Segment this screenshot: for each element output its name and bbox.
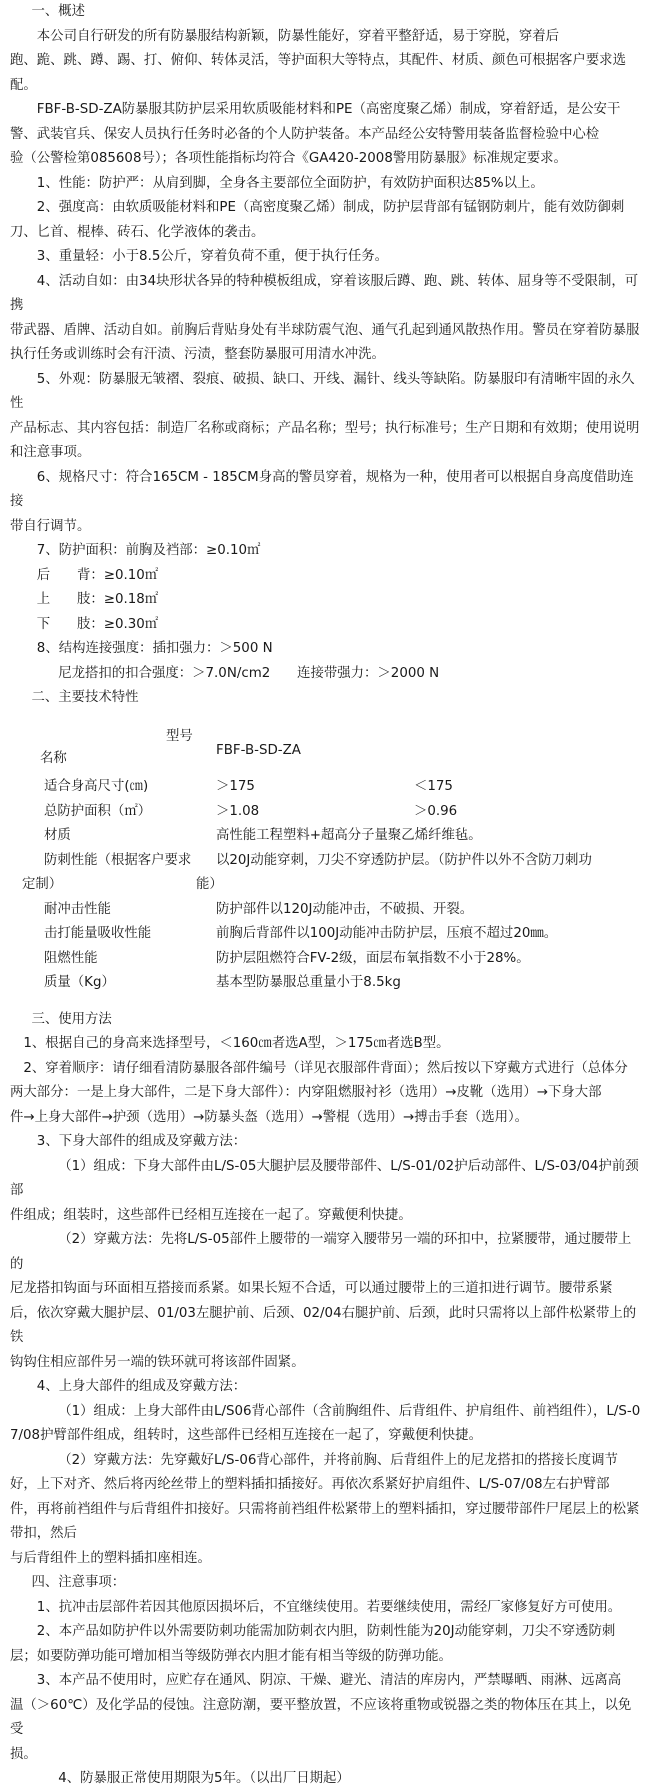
row-name: 耐冲击性能 [44, 901, 111, 917]
notes-n2-line1: 2、本产品如防护件以外需要防刺功能需加防刺衣内胆，防刺性能为20J动能穿刺，刀尖不穿透防刺 [36, 1624, 616, 1639]
overview-item4-line2: 带武器、盾牌、活动自如。前胸后背贴身处有半球防震气泡、通气孔起到通风散热作用。警员在穿着防暴服 [10, 322, 640, 338]
notes-n1: 1、抗冲击层部件若因其他原因损坏后，不宜继续使用。若要继续使用，需经厂家修复好方可使用。 [36, 1599, 622, 1615]
row-value-b: ＜175 [414, 779, 453, 794]
overview-item2-line1: 2、强度高：由软质吸能材料和PE（高密度聚乙烯）制成，防护层背部有锰钢防刺片，能有效防御刺 [36, 200, 625, 215]
table-header-row1 [10, 725, 644, 750]
notes-n3-line1: 3、本产品不使用时，应贮存在通风、阴凉、干燥、避光、清洁的库房内，严禁曝晒、雨淋、远离高 [36, 1673, 622, 1688]
overview-item8: 8、结构连接强度：插扣强力：＞500 N [36, 641, 273, 656]
table-row [10, 800, 644, 825]
overview-para1-line1: 本公司自行研发的所有防暴服结构新颖，防暴性能好，穿着平整舒适，易于穿脱，穿着后 [36, 28, 560, 44]
overview-para2-line3: 验（公警检第085608号）；各项性能指标均符合《GA420-2008警用防暴服》标准规定要求。 [10, 151, 567, 166]
area-upper-value: ：≥0.18㎡ [90, 592, 159, 607]
usage-u4-1-line2: 7/08护臂部件组成，组转时，这些部件已经相互连接在一起了，穿戴便利快捷。 [10, 1428, 482, 1443]
row-value-a: ＞175 [216, 779, 255, 794]
overview-item5-line1: 5、外观：防暴服无皱褶、裂痕、破损、缺口、开线、漏针、线头等缺陷。防暴服印有清晰牢固的永久性 [10, 371, 635, 411]
usage-u4-2-line4: 与后背组件上的塑料插扣座相连。 [10, 1550, 211, 1566]
area-back-value: ：≥0.10㎡ [90, 567, 159, 583]
overview-item5-line2: 产品标志、其内容包括：制造厂名称或商标；产品名称；型号；执行标准号；生产日期和有效期；使用说明 [10, 420, 640, 436]
overview-item3: 3、重量轻：小于8.5公斤，穿着负荷不重，便于执行任务。 [36, 249, 388, 264]
overview-item2-line2: 刀、匕首、棍棒、砖石、化学液体的袭击。 [10, 224, 265, 240]
row-value-a: 防护层阻燃符合FV-2级，面层布氧指数不小于28%。 [216, 950, 530, 966]
usage-u4: 4、上身大部件的组成及穿戴方法： [36, 1379, 247, 1394]
row-name: 材质 [44, 828, 71, 843]
usage-u3-1-line2: 件组成；组装时，这些部件已经相互连接在一起了。穿戴便利快捷。 [10, 1207, 412, 1223]
overview-item1: 1、性能：防护严：从肩到脚，全身各主要部位全面防护，有效防护面积达85%以上。 [36, 175, 544, 191]
row-value-a: 前胸后背部件以100J动能冲击防护层，压痕不超过20㎜。 [216, 926, 558, 941]
area-lower-label: 下 肢 [36, 616, 91, 632]
overview-item6-line1: 6、规格尺寸：符合165CM - 185CM身高的警员穿着，规格为一种，使用者可以根据自身高度借助连接 [10, 469, 634, 509]
row-name: 击打能量吸收性能 [44, 926, 152, 941]
overview-para1-line3: 配。 [10, 77, 37, 93]
row-value-a: 以20J动能穿刺，刀尖不穿透防护层。（防护件以外不含防刀刺功 [216, 852, 592, 868]
section-title-notes: 四、注意事项： [31, 1575, 126, 1590]
row-value-a: 防护部件以120J动能冲击，不破损、开裂。 [216, 901, 474, 917]
overview-item4-line3: 执行任务或训练时会有汗渍、污渍，整套防暴服可用清水冲洗。 [10, 347, 385, 362]
usage-u4-2-line1: （2）穿戴方法：先穿戴好L/S-06背心部件，并将前胸、后背组件上的尼龙搭扣的搭接长度调节 [58, 1452, 618, 1468]
row-name: 质量（Kg） [44, 975, 115, 990]
notes-n3-line2: 温（＞60℃）及化学品的侵蚀。注意防潮，要平整放置，不应该将重物或锐器之类的物体压在其上，以免受 [10, 1697, 632, 1737]
row-value-a: ＞1.08 [216, 803, 260, 819]
overview-para2-line1: FBF-B-SD-ZA防暴服其防护层采用软质吸能材料和PE（高密度聚乙烯）制成，穿着舒适，是公安干 [36, 102, 621, 117]
usage-u3-2-line2: 尼龙搭扣钩面与环面相互搭接而系紧。如果长短不合适，可以通过腰带上的三道扣进行调节。腰带系紧 [10, 1281, 613, 1296]
usage-u3: 3、下身大部件的组成及穿戴方法： [36, 1134, 247, 1149]
row-value-a: 基本型防暴服总重量小于8.5kg [216, 975, 401, 990]
tech-spec-table [10, 725, 644, 996]
usage-u1: 1、根据自己的身高来选择型号，＜160㎝者选A型，＞175㎝者选B型。 [23, 1036, 450, 1051]
area-upper-label: 上 肢 [36, 592, 91, 607]
table-header-row2 [10, 743, 644, 766]
usage-u2-line1: 2、穿着顺序：请仔细看清防暴服各部件编号（详见衣服部件背面）；然后按以下穿戴方式进行（总体分 [23, 1060, 628, 1076]
usage-u3-2-line3: 后，依次穿戴大腿护层、01/03左腿护前、后颈、02/04右腿护前、后颈，此时只需将以上部件松紧带上的铁 [10, 1305, 637, 1345]
overview-item4-line1: 4、活动自如：由34块形状各异的特种模板组成，穿着该服后蹲、跑、跳、转体、屈身等不受限制，可携 [10, 273, 639, 313]
notes-n3-line3: 损。 [10, 1746, 37, 1762]
usage-u3-1-line1: （1）组成：下身大部件由L/S-05大腿护层及腰带部件、L/S-01/02护后动部件、L/S-03/04护前颈部 [10, 1158, 639, 1198]
usage-u4-2-line2: 好，上下对齐、然后将丙纶丝带上的塑料插扣插接好。再依次系紧好护肩组件、L/S-07/08左右护臂部 [10, 1477, 610, 1492]
section-title-tech: 二、主要技术特性 [31, 690, 139, 705]
header-model-label: 型号 [166, 728, 193, 744]
usage-u2-line2: 两大部分：一是上身大部件，二是下身大部件）：内穿阻燃服衬衫（选用）→皮靴（选用）→下身大部 [10, 1085, 602, 1100]
row-value-a: 高性能工程塑料+超高分子量聚乙烯纤维毡。 [216, 828, 482, 843]
table-row [10, 971, 644, 996]
row-name: 阻燃性能 [44, 950, 98, 966]
area-lower-value: ：≥0.30㎡ [90, 616, 159, 632]
table-row [10, 898, 644, 923]
overview-item6-line2: 带自行调节。 [10, 518, 91, 534]
area-back-label: 后 背 [36, 567, 91, 583]
overview-item8-sub: 尼龙搭扣的扣合强度：＞7.0N/cm2 连接带强力：＞2000 N [58, 665, 440, 681]
header-name-label: 名称 [40, 751, 67, 766]
table-row [10, 824, 644, 849]
overview-para2-line2: 警、武装官兵、保安人员执行任务时必备的个人防护装备。本产品经公安特警用装备监督检验中心检 [10, 126, 600, 142]
row-name: 防刺性能（根据客户要求 [44, 852, 192, 868]
row-value-b: ＞0.96 [414, 803, 458, 819]
usage-u4-1-line1: （1）组成：上身大部件由L/S06背心部件（含前胸组件、后背组件、护肩组件、前裆组件），L/S-0 [58, 1403, 641, 1419]
section-title-usage: 三、使用方法 [31, 1011, 112, 1027]
area-upper [10, 588, 644, 613]
notes-n2-line2: 层；如要防弹功能可增加相当等级防弹衣内胆才能有相当等级的防弹功能。 [10, 1648, 452, 1664]
row-name: 总防护面积（㎡） [44, 803, 152, 819]
table-row [10, 922, 644, 947]
table-row [10, 849, 644, 898]
usage-u3-2-line1: （2）穿戴方法：先将L/S-05部件上腰带的一端穿入腰带另一端的环扣中，拉紧腰带，通过腰带上的 [10, 1232, 632, 1272]
row-name-wrap: 定制） [22, 877, 63, 892]
usage-u2-line3: 件→上身大部件→护颈（选用）→防暴头盔（选用）→警棍（选用）→搏击手套（选用）。 [10, 1109, 529, 1125]
overview-item5-line3: 和注意事项。 [10, 445, 91, 460]
overview-para1-line2: 跑、跪、跳、蹲、踢、打、俯仰、转体灵活，等护面积大等特点，其配件、材质、颜色可根据客户要求选 [10, 53, 626, 68]
area-lower [10, 613, 644, 638]
notes-n4: 4、防暴服正常使用期限为5年。（以出厂日期起） [58, 1771, 350, 1786]
header-model-value: FBF-B-SD-ZA [216, 743, 301, 758]
section-title-overview: 一、概述 [31, 4, 85, 19]
usage-u3-2-line4: 钩钩住相应部件另一端的铁环就可将该部件固紧。 [10, 1354, 305, 1370]
area-back [10, 564, 644, 589]
overview-item7: 7、防护面积：前胸及裆部：≥0.10㎡ [36, 543, 261, 558]
table-row [10, 775, 644, 800]
row-name: 适合身高尺寸(㎝) [44, 779, 149, 794]
row-value-wrap: 能） [196, 877, 223, 892]
usage-u4-2-line3: 件，再将前裆组件与后背组件扣接好。只需将前裆组件松紧带上的塑料插扣，穿过腰带部件尸尾层上的松紧带扣，然后 [10, 1501, 640, 1541]
table-row [10, 947, 644, 972]
